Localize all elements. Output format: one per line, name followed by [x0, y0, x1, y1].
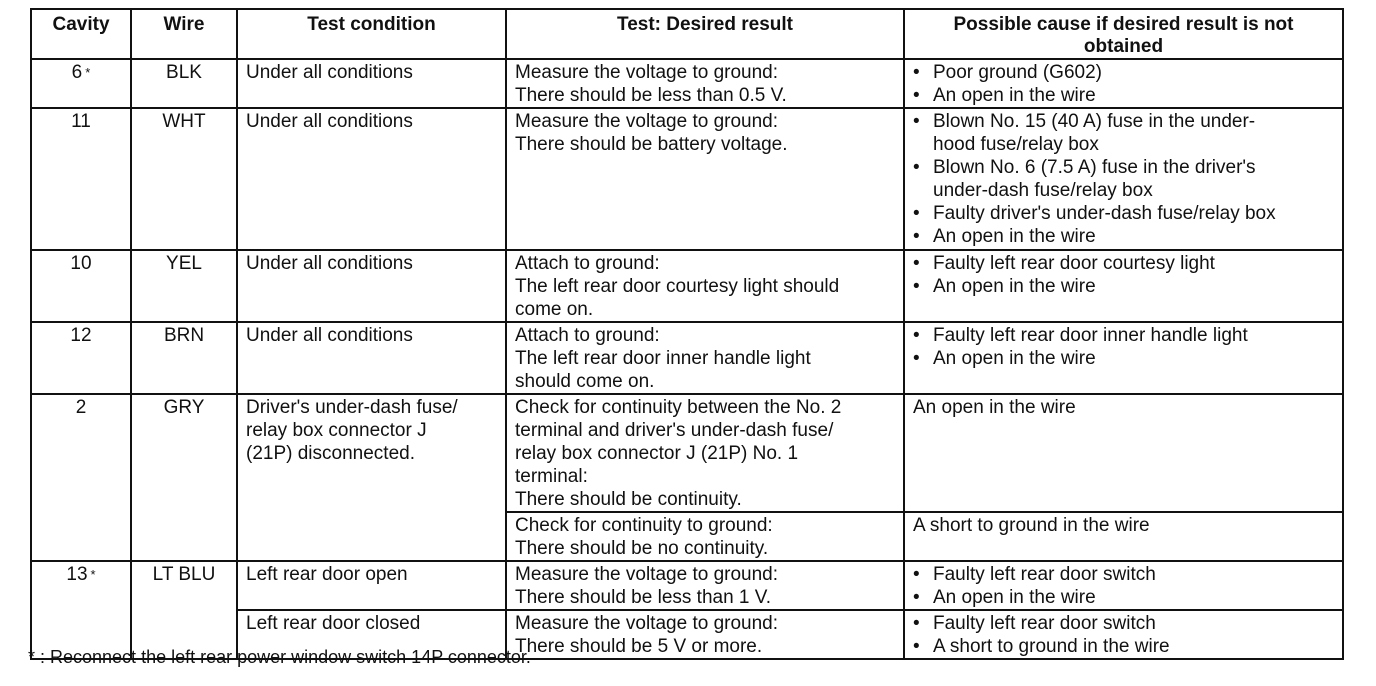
result-cell [506, 561, 904, 610]
text-line: An open in the wire [913, 397, 1076, 418]
cavity-cell: 11 [31, 108, 131, 250]
text-line: There should be continuity. [515, 489, 742, 510]
cavity-cell: 10 [31, 250, 131, 322]
text-line: There should be 5 V or more. [515, 636, 763, 657]
text-line: There should be no continuity. [515, 538, 769, 559]
cavity-cell: 13 * [31, 561, 131, 659]
header-desired-result: Test: Desired result [506, 9, 904, 59]
text-line: terminal: [515, 466, 588, 487]
text-line: Under all conditions [246, 325, 413, 346]
footnote-mark: * [90, 567, 96, 582]
header-wire: Wire [131, 9, 237, 59]
bullet-icon: • [913, 111, 920, 132]
header-test-condition: Test condition [237, 9, 506, 59]
header-possible-cause [904, 9, 1343, 59]
bullet-icon: • [913, 636, 920, 657]
text-line: Measure the voltage to ground: [515, 62, 779, 83]
cause-item: • Faulty driver's under-dash fuse/relay box [913, 203, 1276, 224]
table-header-row [31, 9, 1343, 59]
wire-cell: BRN [131, 322, 237, 394]
text-line: Attach to ground: [515, 325, 660, 346]
bullet-icon: • [913, 276, 920, 297]
condition-cell [237, 394, 506, 561]
wire-cell: BLK [131, 59, 237, 108]
text-line: There should be battery voltage. [515, 134, 788, 155]
wire-cell: GRY [131, 394, 237, 561]
cause-cell [904, 108, 1343, 250]
result-cell [506, 322, 904, 394]
result-cell [506, 250, 904, 322]
bullet-icon: • [913, 325, 920, 346]
text-line: hood fuse/relay box [933, 134, 1099, 155]
text-line: Check for continuity to ground: [515, 515, 773, 536]
condition-cell [237, 108, 506, 250]
text-line: come on. [515, 299, 594, 320]
table-row [31, 322, 1343, 394]
cause-cell [904, 250, 1343, 322]
cause-item: • Faulty left rear door switch [913, 564, 1156, 585]
wire-cell: YEL [131, 250, 237, 322]
text-line: should come on. [515, 371, 655, 392]
cause-item: • An open in the wire [913, 85, 1096, 106]
cause-cell [904, 322, 1343, 394]
cause-cell [904, 394, 1343, 512]
cause-cell [904, 561, 1343, 610]
text-line: (21P) disconnected. [246, 443, 415, 464]
cause-item: • Blown No. 15 (40 A) fuse in the under- hood fuse/relay box [913, 110, 1334, 156]
bullet-icon: • [913, 226, 920, 247]
text-line: The left rear door courtesy light should [515, 276, 840, 297]
table-row [31, 250, 1343, 322]
cause-item: • Blown No. 6 (7.5 A) fuse in the driver's under-dash fuse/relay box [913, 156, 1334, 202]
cause-cell [904, 59, 1343, 108]
bullet-icon: • [913, 587, 920, 608]
cause-cell [904, 512, 1343, 561]
text-line: Left rear door closed [246, 613, 421, 634]
result-cell [506, 108, 904, 250]
table-row [31, 59, 1343, 108]
text-line: Under all conditions [246, 111, 413, 132]
text-line: There should be less than 0.5 V. [515, 85, 787, 106]
bullet-icon: • [913, 348, 920, 369]
text-line: Under all conditions [246, 253, 413, 274]
header-cavity: Cavity [31, 9, 131, 59]
cause-item: • Poor ground (G602) [913, 62, 1102, 83]
bullet-icon: • [913, 613, 920, 634]
wire-cell: LT BLU [131, 561, 237, 659]
footnote: * : Reconnect the left rear power window switch 14P connector. [28, 647, 531, 667]
condition-cell [237, 561, 506, 610]
text-line: relay box connector J [246, 420, 427, 441]
cause-item: • A short to ground in the wire [913, 636, 1170, 657]
text-line: Under all conditions [246, 62, 413, 83]
bullet-icon: • [913, 157, 920, 178]
condition-cell [237, 322, 506, 394]
cause-item: • An open in the wire [913, 276, 1096, 297]
text-line: Left rear door open [246, 564, 408, 585]
text-line: There should be less than 1 V. [515, 587, 771, 608]
cavity-cell: 6 * [31, 59, 131, 108]
cause-item: • An open in the wire [913, 226, 1096, 247]
text-line: under-dash fuse/relay box [933, 180, 1153, 201]
text-line: Attach to ground: [515, 253, 660, 274]
text-line: obtained [1083, 36, 1164, 57]
cause-cell [904, 610, 1343, 659]
cavity-cell: 2 [31, 394, 131, 561]
text-line: The left rear door inner handle light [515, 348, 811, 369]
troubleshooting-table [30, 8, 1344, 660]
cause-item: • An open in the wire [913, 587, 1096, 608]
text-line: A short to ground in the wire [913, 515, 1150, 536]
cavity-cell: 12 [31, 322, 131, 394]
cause-item: • Faulty left rear door courtesy light [913, 253, 1215, 274]
footnote-mark: * [85, 65, 91, 80]
text-line: Check for continuity between the No. 2 [515, 397, 842, 418]
text-line: Measure the voltage to ground: [515, 564, 779, 585]
wire-cell: WHT [131, 108, 237, 250]
cause-item: • An open in the wire [913, 348, 1096, 369]
result-cell [506, 512, 904, 561]
condition-cell [237, 59, 506, 108]
text-line: relay box connector J (21P) No. 1 [515, 443, 799, 464]
table-row [31, 108, 1343, 250]
text-line: Measure the voltage to ground: [515, 111, 779, 132]
bullet-icon: • [913, 253, 920, 274]
table-row [31, 561, 1343, 610]
cause-item: • Faulty left rear door inner handle light [913, 325, 1248, 346]
table-row [31, 394, 1343, 512]
bullet-icon: • [913, 203, 920, 224]
result-cell [506, 610, 904, 659]
condition-cell [237, 250, 506, 322]
bullet-icon: • [913, 564, 920, 585]
result-cell [506, 394, 904, 512]
text-line: Driver's under-dash fuse/ [246, 397, 458, 418]
bullet-icon: • [913, 62, 920, 83]
text-line: Measure the voltage to ground: [515, 613, 779, 634]
text-line: Possible cause if desired result is not [953, 14, 1294, 35]
result-cell [506, 59, 904, 108]
cause-item: • Faulty left rear door switch [913, 613, 1156, 634]
text-line: terminal and driver's under-dash fuse/ [515, 420, 834, 441]
bullet-icon: • [913, 85, 920, 106]
